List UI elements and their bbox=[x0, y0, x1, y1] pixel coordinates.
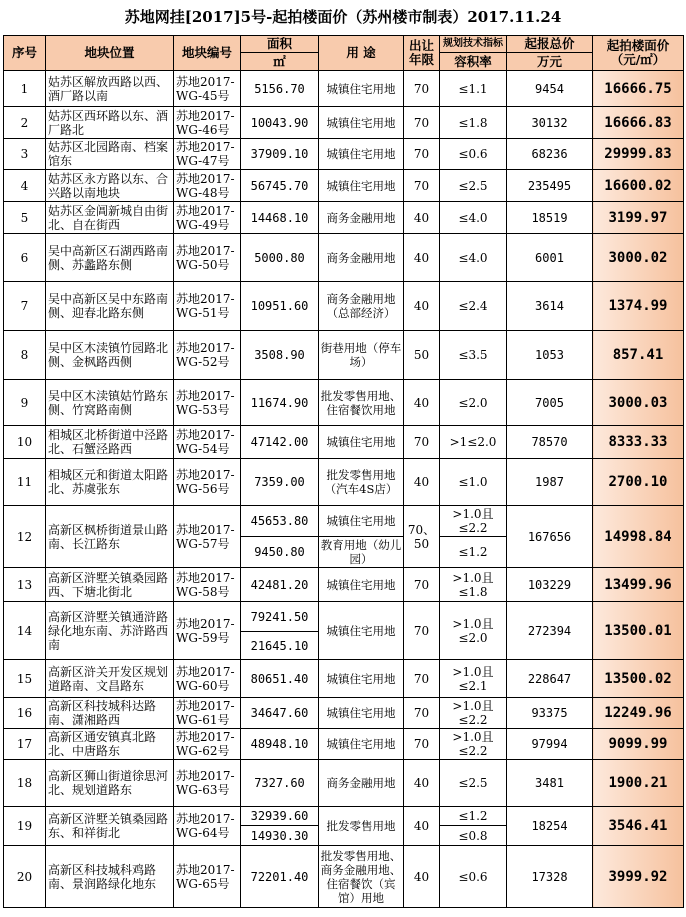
plot-ratio: ≤3.5 bbox=[440, 331, 507, 380]
lease-years: 70 bbox=[404, 170, 440, 202]
land-use: 批发零售用地、商务金融用地、住宿餐饮（宾馆）用地 bbox=[319, 846, 404, 908]
table-row bbox=[4, 698, 684, 729]
row-number: 16 bbox=[4, 698, 46, 729]
land-use: 批发零售用地（汽车4S店） bbox=[319, 459, 404, 506]
starting-total-price: 18254 bbox=[507, 807, 593, 846]
table-header bbox=[4, 36, 684, 71]
plot-ratio: >1≤2.0 bbox=[440, 426, 507, 459]
land-use: 城镇住宅用地 bbox=[319, 170, 404, 202]
row-number: 1 bbox=[4, 71, 46, 107]
row-number: 20 bbox=[4, 846, 46, 908]
land-use: 城镇住宅用地 bbox=[319, 660, 404, 698]
land-use: 商务金融用地 bbox=[319, 234, 404, 282]
row-number: 6 bbox=[4, 234, 46, 282]
parcel-id: 苏地2017-WG-47号 bbox=[174, 139, 241, 170]
table-row bbox=[4, 282, 684, 331]
lease-years: 70 bbox=[404, 139, 440, 170]
area-value: 5000.80 bbox=[241, 234, 319, 282]
row-number: 2 bbox=[4, 107, 46, 139]
area-value: 32939.60 bbox=[241, 807, 319, 826]
area-value: 7359.00 bbox=[241, 459, 319, 506]
lease-years: 40 bbox=[404, 459, 440, 506]
area-value: 79241.50 bbox=[241, 602, 319, 632]
plot-ratio: ≤2.0 bbox=[440, 380, 507, 426]
land-use: 商务金融用地 bbox=[319, 202, 404, 234]
parcel-location: 高新区浒墅关镇桑园路西、下塘北街北 bbox=[46, 568, 174, 602]
area-value: 7327.60 bbox=[241, 760, 319, 807]
table-row bbox=[4, 71, 684, 107]
lease-years: 40 bbox=[404, 202, 440, 234]
starting-floor-price: 1900.21 bbox=[593, 760, 684, 807]
table-row bbox=[4, 568, 684, 602]
row-number: 10 bbox=[4, 426, 46, 459]
parcel-location: 吴中区木渎镇竹园路北侧、金枫路西侧 bbox=[46, 331, 174, 380]
lease-years: 70 bbox=[404, 729, 440, 760]
starting-total-price: 78570 bbox=[507, 426, 593, 459]
lease-years: 70 bbox=[404, 426, 440, 459]
starting-floor-price: 3999.92 bbox=[593, 846, 684, 908]
lease-years: 70 bbox=[404, 660, 440, 698]
header-floor-price bbox=[593, 36, 684, 71]
plot-ratio: ≤0.8 bbox=[440, 826, 507, 846]
table-row bbox=[4, 729, 684, 760]
plot-ratio: ≤2.5 bbox=[440, 760, 507, 807]
lease-years: 40 bbox=[404, 282, 440, 331]
lease-years: 70 bbox=[404, 107, 440, 139]
area-value: 80651.40 bbox=[241, 660, 319, 698]
header-total-price: 起报总价 bbox=[507, 36, 593, 53]
table-row bbox=[4, 660, 684, 698]
starting-floor-price: 13500.01 bbox=[593, 602, 684, 660]
land-use: 城镇住宅用地 bbox=[319, 729, 404, 760]
table-row bbox=[4, 426, 684, 459]
lease-years: 40 bbox=[404, 846, 440, 908]
plot-ratio: ≤1.2 bbox=[440, 537, 507, 568]
header-planning-index: 规划技术指标 bbox=[440, 36, 507, 53]
row-number: 8 bbox=[4, 331, 46, 380]
plot-ratio: >1.0且≤2.2 bbox=[440, 506, 507, 537]
starting-total-price: 18519 bbox=[507, 202, 593, 234]
parcel-location: 高新区枫桥街道景山路南、长江路东 bbox=[46, 506, 174, 568]
lease-years: 70 bbox=[404, 602, 440, 660]
starting-total-price: 167656 bbox=[507, 506, 593, 568]
starting-total-price: 1987 bbox=[507, 459, 593, 506]
area-value: 9450.80 bbox=[241, 537, 319, 568]
starting-total-price: 235495 bbox=[507, 170, 593, 202]
plot-ratio: >1.0且≤1.8 bbox=[440, 568, 507, 602]
area-value: 10043.90 bbox=[241, 107, 319, 139]
table-row bbox=[4, 602, 684, 632]
row-number: 11 bbox=[4, 459, 46, 506]
starting-total-price: 1053 bbox=[507, 331, 593, 380]
plot-ratio: ≤1.8 bbox=[440, 107, 507, 139]
land-use: 批发零售用地 bbox=[319, 807, 404, 846]
starting-total-price: 17328 bbox=[507, 846, 593, 908]
lease-years: 70 bbox=[404, 568, 440, 602]
parcel-id: 苏地2017-WG-56号 bbox=[174, 459, 241, 506]
starting-floor-price: 13500.02 bbox=[593, 660, 684, 698]
header-floor-price-label: 起拍楼面价 bbox=[606, 38, 670, 53]
area-value: 34647.60 bbox=[241, 698, 319, 729]
plot-ratio: >1.0且≤2.2 bbox=[440, 698, 507, 729]
parcel-location: 姑苏区北园路南、档案馆东 bbox=[46, 139, 174, 170]
header-total-price-unit: 万元 bbox=[507, 53, 593, 71]
parcel-id: 苏地2017-WG-61号 bbox=[174, 698, 241, 729]
land-use: 城镇住宅用地 bbox=[319, 568, 404, 602]
area-value: 21645.10 bbox=[241, 632, 319, 660]
table-row bbox=[4, 807, 684, 826]
land-use: 街巷用地（停车场） bbox=[319, 331, 404, 380]
starting-total-price: 7005 bbox=[507, 380, 593, 426]
starting-floor-price: 9099.99 bbox=[593, 729, 684, 760]
plot-ratio: ≤4.0 bbox=[440, 202, 507, 234]
table-row bbox=[4, 846, 684, 908]
parcel-id: 苏地2017-WG-45号 bbox=[174, 71, 241, 107]
parcel-location: 高新区狮山街道徐思河北、规划道路东 bbox=[46, 760, 174, 807]
land-use: 城镇住宅用地 bbox=[319, 698, 404, 729]
parcel-location: 相城区元和街道太阳路北、苏虞张东 bbox=[46, 459, 174, 506]
area-value: 37909.10 bbox=[241, 139, 319, 170]
land-use: 城镇住宅用地 bbox=[319, 139, 404, 170]
row-number: 9 bbox=[4, 380, 46, 426]
header-no: 序号 bbox=[4, 36, 46, 71]
table-row bbox=[4, 202, 684, 234]
table-row bbox=[4, 506, 684, 537]
table-row bbox=[4, 331, 684, 380]
table-row bbox=[4, 459, 684, 506]
parcel-id: 苏地2017-WG-50号 bbox=[174, 234, 241, 282]
starting-total-price: 3614 bbox=[507, 282, 593, 331]
starting-total-price: 228647 bbox=[507, 660, 593, 698]
land-auction-table bbox=[3, 35, 684, 908]
plot-ratio: >1.0且≤2.1 bbox=[440, 660, 507, 698]
header-area-unit: ㎡ bbox=[241, 53, 319, 71]
area-value: 72201.40 bbox=[241, 846, 319, 908]
header-floor-price-unit: （元/㎡） bbox=[610, 52, 666, 67]
plot-ratio: ≤4.0 bbox=[440, 234, 507, 282]
parcel-id: 苏地2017-WG-58号 bbox=[174, 568, 241, 602]
parcel-id: 苏地2017-WG-46号 bbox=[174, 107, 241, 139]
parcel-location: 吴中高新区吴中东路南侧、迎春北路东侧 bbox=[46, 282, 174, 331]
area-value: 48948.10 bbox=[241, 729, 319, 760]
row-number: 4 bbox=[4, 170, 46, 202]
table-row bbox=[4, 760, 684, 807]
land-use: 商务金融用地（总部经济） bbox=[319, 282, 404, 331]
parcel-location: 吴中区木渎镇姑竹路东侧、竹窝路南侧 bbox=[46, 380, 174, 426]
starting-floor-price: 16600.02 bbox=[593, 170, 684, 202]
plot-ratio: >1.0且≤2.0 bbox=[440, 602, 507, 660]
table-row bbox=[4, 234, 684, 282]
parcel-location: 姑苏区金阊新城自由街北、自在街西 bbox=[46, 202, 174, 234]
starting-floor-price: 16666.83 bbox=[593, 107, 684, 139]
starting-floor-price: 13499.96 bbox=[593, 568, 684, 602]
area-value: 42481.20 bbox=[241, 568, 319, 602]
table-row bbox=[4, 170, 684, 202]
land-use: 教育用地（幼儿园） bbox=[319, 537, 404, 568]
starting-total-price: 3481 bbox=[507, 760, 593, 807]
page-title: 苏地网挂[2017]5号-起拍楼面价（苏州楼市制表）2017.11.24 bbox=[124, 8, 562, 26]
row-number: 14 bbox=[4, 602, 46, 660]
area-value: 47142.00 bbox=[241, 426, 319, 459]
table-body bbox=[4, 71, 684, 908]
area-value: 14930.30 bbox=[241, 826, 319, 846]
plot-ratio: ≤0.6 bbox=[440, 139, 507, 170]
starting-floor-price: 29999.83 bbox=[593, 139, 684, 170]
parcel-id: 苏地2017-WG-65号 bbox=[174, 846, 241, 908]
parcel-id: 苏地2017-WG-57号 bbox=[174, 506, 241, 568]
parcel-location: 高新区科技城科鸡路南、景润路绿化地东 bbox=[46, 846, 174, 908]
parcel-location: 吴中高新区石湖西路南侧、苏蠡路东侧 bbox=[46, 234, 174, 282]
land-use: 城镇住宅用地 bbox=[319, 426, 404, 459]
parcel-location: 高新区浒关开发区规划道路南、文昌路东 bbox=[46, 660, 174, 698]
lease-years: 40 bbox=[404, 807, 440, 846]
table-row bbox=[4, 139, 684, 170]
lease-years: 40 bbox=[404, 234, 440, 282]
starting-floor-price: 3000.03 bbox=[593, 380, 684, 426]
header-parcel-id: 地块编号 bbox=[174, 36, 241, 71]
parcel-location: 高新区科技城科达路南、潇湘路西 bbox=[46, 698, 174, 729]
parcel-id: 苏地2017-WG-54号 bbox=[174, 426, 241, 459]
plot-ratio: ≤1.2 bbox=[440, 807, 507, 826]
parcel-location: 姑苏区解放西路以西、酒厂路以南 bbox=[46, 71, 174, 107]
starting-total-price: 103229 bbox=[507, 568, 593, 602]
plot-ratio: ≤1.0 bbox=[440, 459, 507, 506]
area-value: 14468.10 bbox=[241, 202, 319, 234]
parcel-id: 苏地2017-WG-63号 bbox=[174, 760, 241, 807]
lease-years: 70、50 bbox=[404, 506, 440, 568]
parcel-location: 姑苏区西环路以东、酒厂路北 bbox=[46, 107, 174, 139]
starting-floor-price: 16666.75 bbox=[593, 71, 684, 107]
lease-years: 40 bbox=[404, 760, 440, 807]
starting-floor-price: 14998.84 bbox=[593, 506, 684, 568]
parcel-id: 苏地2017-WG-64号 bbox=[174, 807, 241, 846]
parcel-location: 高新区浒墅关镇桑园路东、和祥街北 bbox=[46, 807, 174, 846]
parcel-location: 相城区北桥街道中泾路北、石蟹泾路西 bbox=[46, 426, 174, 459]
row-number: 15 bbox=[4, 660, 46, 698]
parcel-location: 高新区通安镇真北路北、中唐路东 bbox=[46, 729, 174, 760]
row-number: 13 bbox=[4, 568, 46, 602]
table-row bbox=[4, 380, 684, 426]
starting-floor-price: 12249.96 bbox=[593, 698, 684, 729]
parcel-id: 苏地2017-WG-52号 bbox=[174, 331, 241, 380]
parcel-id: 苏地2017-WG-62号 bbox=[174, 729, 241, 760]
table-row bbox=[4, 107, 684, 139]
land-use: 城镇住宅用地 bbox=[319, 107, 404, 139]
row-number: 12 bbox=[4, 506, 46, 568]
starting-floor-price: 2700.10 bbox=[593, 459, 684, 506]
area-value: 3508.90 bbox=[241, 331, 319, 380]
lease-years: 70 bbox=[404, 71, 440, 107]
starting-floor-price: 857.41 bbox=[593, 331, 684, 380]
starting-total-price: 6001 bbox=[507, 234, 593, 282]
plot-ratio: ≤2.4 bbox=[440, 282, 507, 331]
header-lease-years: 出让年限 bbox=[404, 36, 440, 71]
lease-years: 50 bbox=[404, 331, 440, 380]
starting-floor-price: 8333.33 bbox=[593, 426, 684, 459]
header-area: 面积 bbox=[241, 36, 319, 53]
parcel-location: 姑苏区永方路以东、合兴路以南地块 bbox=[46, 170, 174, 202]
land-use: 城镇住宅用地 bbox=[319, 71, 404, 107]
land-use: 批发零售用地、住宿餐饮用地 bbox=[319, 380, 404, 426]
row-number: 18 bbox=[4, 760, 46, 807]
parcel-id: 苏地2017-WG-49号 bbox=[174, 202, 241, 234]
land-use: 商务金融用地 bbox=[319, 760, 404, 807]
parcel-id: 苏地2017-WG-59号 bbox=[174, 602, 241, 660]
starting-floor-price: 3000.02 bbox=[593, 234, 684, 282]
area-value: 11674.90 bbox=[241, 380, 319, 426]
starting-total-price: 93375 bbox=[507, 698, 593, 729]
area-value: 5156.70 bbox=[241, 71, 319, 107]
starting-floor-price: 3199.97 bbox=[593, 202, 684, 234]
row-number: 17 bbox=[4, 729, 46, 760]
parcel-location: 高新区浒墅关镇通浒路绿化地东南、苏浒路西南 bbox=[46, 602, 174, 660]
plot-ratio: ≤1.1 bbox=[440, 71, 507, 107]
header-use: 用 途 bbox=[319, 36, 404, 71]
lease-years: 70 bbox=[404, 698, 440, 729]
starting-total-price: 68236 bbox=[507, 139, 593, 170]
header-far: 容积率 bbox=[440, 53, 507, 71]
row-number: 3 bbox=[4, 139, 46, 170]
parcel-id: 苏地2017-WG-60号 bbox=[174, 660, 241, 698]
area-value: 45653.80 bbox=[241, 506, 319, 537]
plot-ratio: ≤0.6 bbox=[440, 846, 507, 908]
parcel-id: 苏地2017-WG-51号 bbox=[174, 282, 241, 331]
parcel-id: 苏地2017-WG-48号 bbox=[174, 170, 241, 202]
parcel-id: 苏地2017-WG-53号 bbox=[174, 380, 241, 426]
row-number: 19 bbox=[4, 807, 46, 846]
header-row bbox=[4, 36, 684, 53]
land-use: 城镇住宅用地 bbox=[319, 506, 404, 537]
starting-total-price: 272394 bbox=[507, 602, 593, 660]
starting-floor-price: 3546.41 bbox=[593, 807, 684, 846]
plot-ratio: >1.0且≤2.2 bbox=[440, 729, 507, 760]
starting-total-price: 9454 bbox=[507, 71, 593, 107]
starting-total-price: 97994 bbox=[507, 729, 593, 760]
header-location: 地块位置 bbox=[46, 36, 174, 71]
row-number: 5 bbox=[4, 202, 46, 234]
area-value: 56745.70 bbox=[241, 170, 319, 202]
plot-ratio: ≤2.5 bbox=[440, 170, 507, 202]
lease-years: 40 bbox=[404, 380, 440, 426]
starting-floor-price: 1374.99 bbox=[593, 282, 684, 331]
land-use: 城镇住宅用地 bbox=[319, 602, 404, 660]
area-value: 10951.60 bbox=[241, 282, 319, 331]
starting-total-price: 30132 bbox=[507, 107, 593, 139]
row-number: 7 bbox=[4, 282, 46, 331]
